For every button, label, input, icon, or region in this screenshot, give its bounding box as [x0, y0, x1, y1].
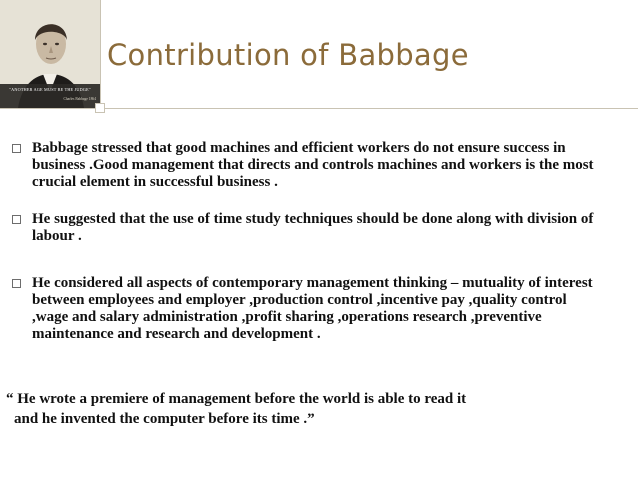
- bullet-text: He suggested that the use of time study techniques should be done along with division of labour .: [32, 211, 594, 244]
- babbage-portrait: [0, 0, 100, 108]
- rule-corner-square: [95, 103, 105, 113]
- square-bullet-icon: [12, 144, 21, 153]
- square-bullet-icon: [12, 215, 21, 224]
- bullet-item: [12, 140, 602, 191]
- portrait-caption: "ANOTHER AGE MUST BE THE JUDGE": [9, 87, 91, 92]
- closing-quote-line-1: “ He wrote a premiere of management before the world is able to read it: [6, 391, 467, 407]
- slide-title: Contribution of Babbage: [107, 38, 469, 72]
- closing-quote: [6, 389, 466, 429]
- bullet-text: Babbage stressed that good machines and efficient workers do not ensure success in business .Good management that directs and controls machines and workers is the most crucial element in successful business .: [32, 140, 594, 190]
- bullet-text: He considered all aspects of contemporary management thinking – mutuality of interest between employees and employer ,production control ,incentive pay ,quality control ,wage and salary administration ,profit sharing ,operations research ,preventive maintenance and research and development .: [32, 275, 593, 342]
- closing-quote-line-2: and he invented the computer before its time .”: [14, 411, 315, 427]
- vertical-rule: [100, 0, 101, 112]
- square-bullet-icon: [12, 279, 21, 288]
- bullet-item: [12, 211, 602, 245]
- portrait-attribution: Charles Babbage 1864: [63, 97, 96, 101]
- bullet-item: [12, 275, 602, 343]
